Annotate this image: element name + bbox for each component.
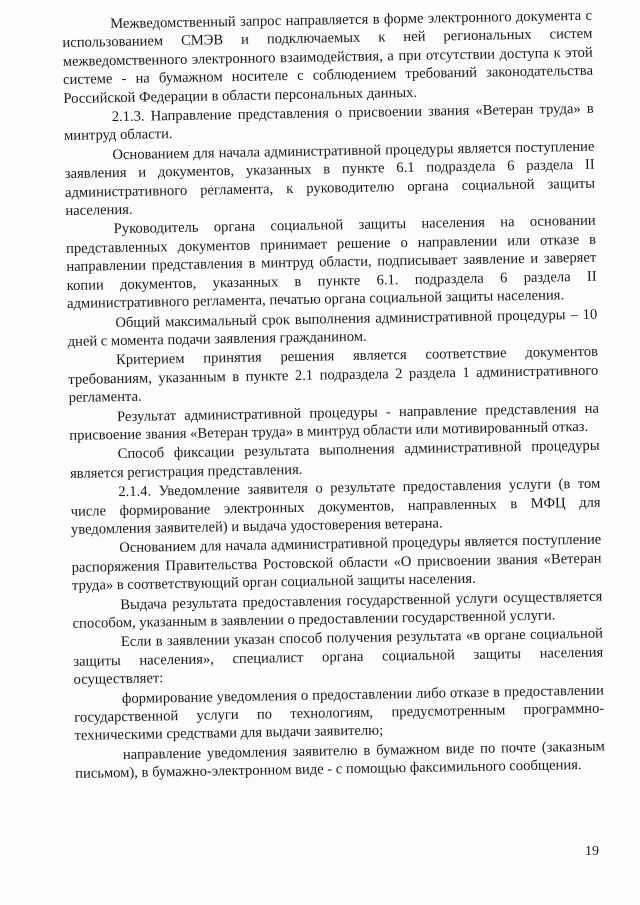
paragraph-result-delivery: Выдача результата предоставления государственной услуги осуществляется способом, указанным в заявлении о предоставлении государственной услуги. — [72, 588, 603, 632]
paragraph-grounds-2-1-3: Основанием для начала административной процедуры является поступление заявления и документов, указанных в пункте 6.1 подраздела 6 раздела II административного регламента, к руководителю органа социальной защиты населения. — [64, 138, 596, 220]
paragraph-notification-sending: направление уведомления заявителю в бумажном виде по почте (заказным письмом), в бумажно-электронном виде - с помощью факсимильного сообщения. — [75, 738, 605, 783]
paragraph-decision-criterion: Критерием принятия решения является соответствие документов требованиям, указанным в пункте 2.1 подраздела 2 раздела 1 административного регламента. — [68, 344, 599, 407]
paragraph-max-term: Общий максимальный срок выполнения административной процедуры – 10 дней с момента подачи заявления гражданином. — [67, 306, 598, 350]
paragraph-head-decision: Руководитель органа социальной защиты населения на основании представленных документов принимает решение о направлении или отказе в направлении представления в минтруд области, подписывает заявление и заверяет копии документов, указанных в пункте 6.1. подраздела 6 раздела II административного регламента, печатью органа социальной защиты населения. — [65, 213, 597, 313]
paragraph-notification-forming: формирование уведомления о предоставлении либо отказе в предоставлении государственной услуги по технологиям, предусмотренным программно-техническими средствами для выдачи заявителю; — [74, 682, 605, 745]
section-heading-2-1-3: 2.1.3. Направление представления о присвоении звания «Ветеран труда» в минтруд области. — [63, 100, 594, 145]
section-heading-2-1-4: 2.1.4. Уведомление заявителя о результате предоставления услуги (в том числе формирование электронных документов, направленных в МФЦ для уведомления заявителей) и выдача удостоверения ветерана. — [70, 475, 601, 538]
page-number: 19 — [585, 844, 599, 859]
paragraph-delivery-method: Если в заявлении указан способ получения результата «в органе социальной защиты населения», специалист органа социальной защиты населения осуществляет: — [73, 626, 604, 689]
paragraph-procedure-result: Результат административной процедуры - направление представления на присвоение звания «Ветеран труда» в минтруд области или мотивированный отказ. — [69, 400, 600, 444]
paragraph-interagency-request: Межведомственный запрос направляется в форме электронного документа с использованием СМЭВ и подключаемых к ней региональных систем межведомственного электронного взаимодействия, а при отсутствии доступа к этой системе - на бумажном носителе с соблюдением требований законодательства Российской Федерации в области персональных данных. — [62, 7, 594, 107]
document-body — [62, 7, 605, 785]
paragraph-fixation-method: Способ фиксации результата выполнения административной процедуры является регистрация представления. — [69, 438, 600, 482]
paragraph-grounds-2-1-4: Основанием для начала административной процедуры является поступление распоряжения Правительства Ростовской области «О присвоении звания «Ветеран труда» в соответствующий орган социальной защиты населения. — [71, 532, 602, 595]
